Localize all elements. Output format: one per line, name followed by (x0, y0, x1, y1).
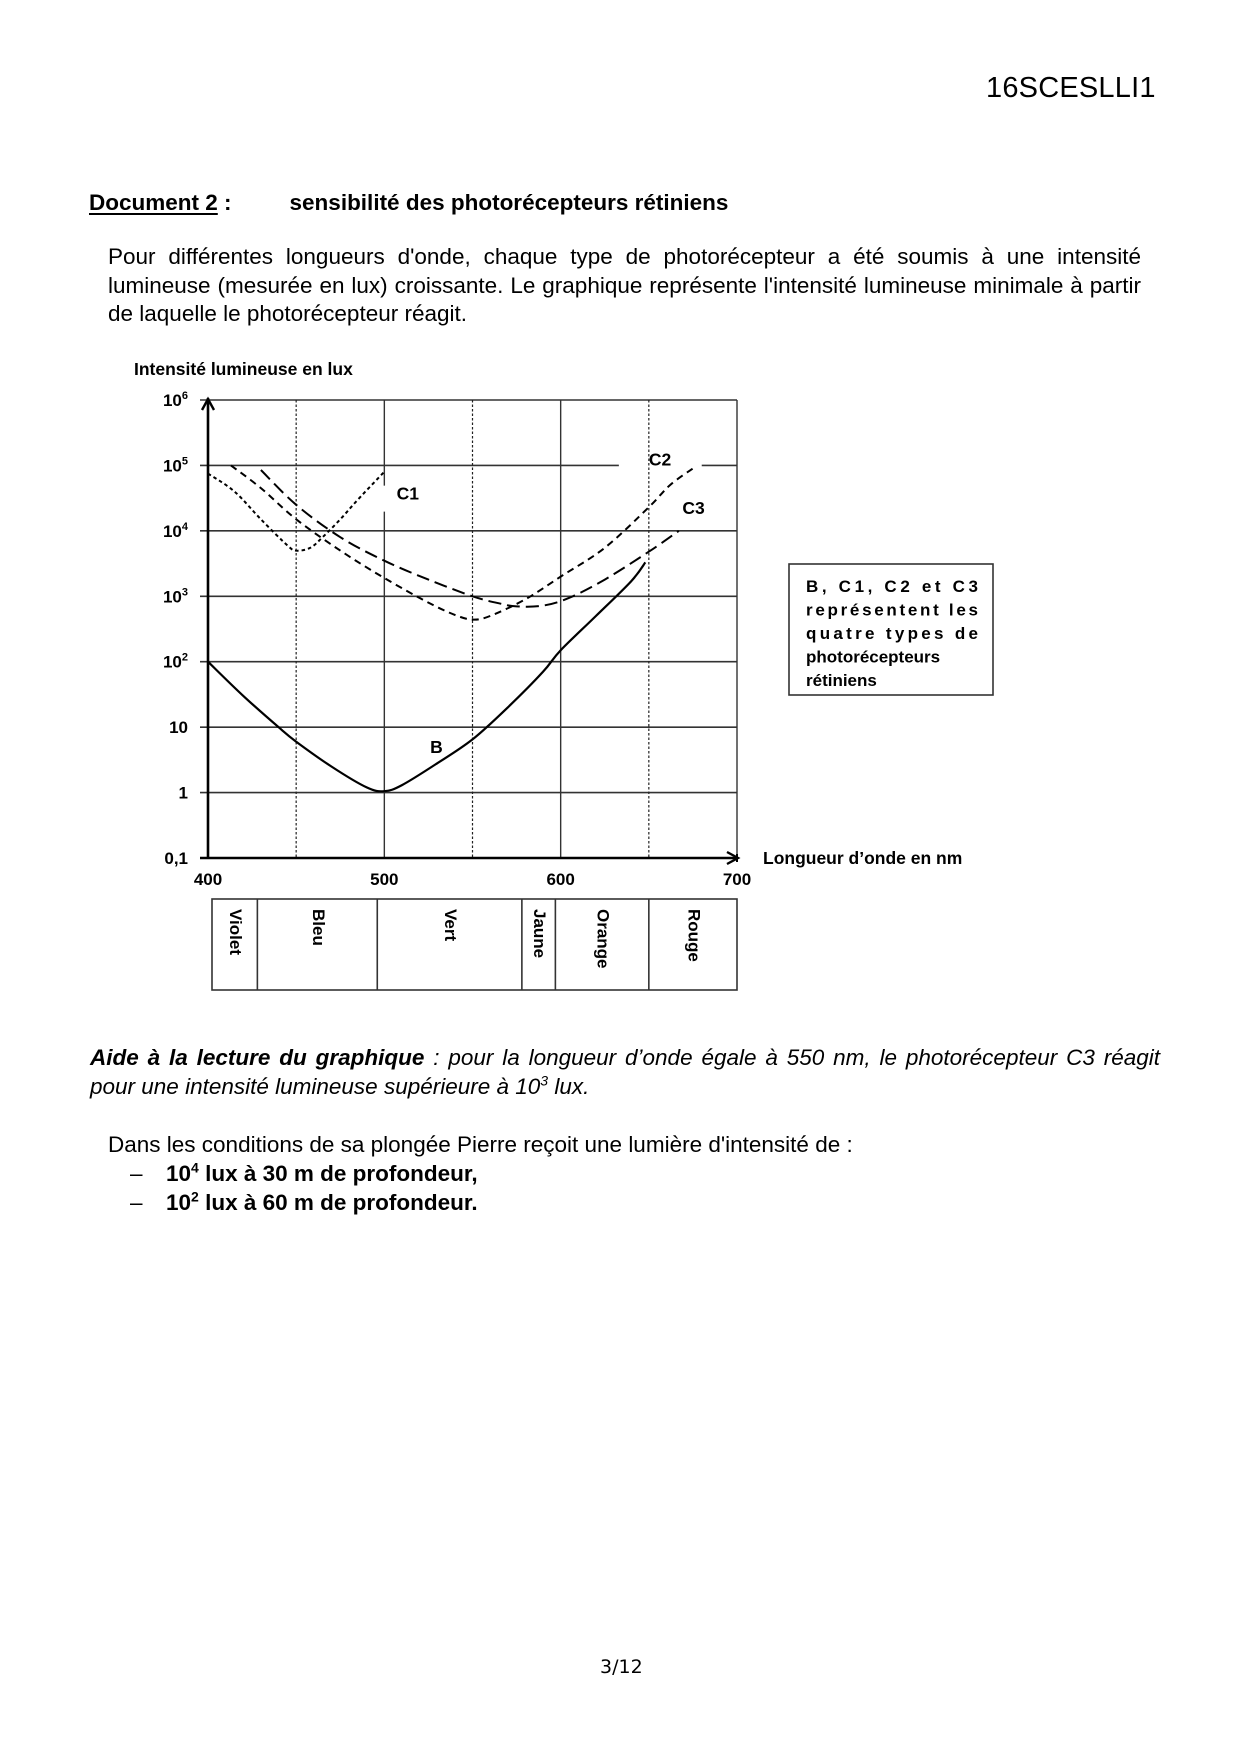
color-band-table (212, 899, 737, 990)
color-band-label: Bleu (308, 909, 328, 946)
x-tick-label: 400 (193, 870, 223, 889)
dive-conditions-list (108, 1159, 853, 1217)
y-tick-label: 0,1 (164, 849, 188, 868)
color-band-label: Rouge (684, 909, 704, 962)
legend-line: quatre types de (806, 624, 978, 643)
dive-conditions-intro: Dans les conditions de sa plongée Pierre reçoit une lumière d'intensité de : (108, 1132, 853, 1157)
y-tick-label: $10^6$ (162, 390, 188, 410)
legend-line: représentent les (806, 600, 978, 620)
intro-paragraph: Pour différentes longueurs d'onde, chaque type de photorécepteur a été soumis à une intensité lumineuse (mesurée en lux) croissante. Le graphique représente l'intensité lumineuse minimale à partir de laquelle le photorécepteur réagit. (108, 244, 1141, 326)
series-label-c3: C3 (682, 498, 705, 519)
intensity-base: 10 (166, 1161, 192, 1186)
list-item (108, 1188, 853, 1217)
color-band-label: Orange (593, 909, 613, 969)
legend-line: rétiniens (806, 671, 877, 690)
list-dash: – (130, 1161, 143, 1186)
y-tick-label: $10^5$ (162, 455, 188, 476)
y-axis-title: Intensité lumineuse en lux (134, 359, 353, 379)
y-tick-label: 10 (169, 718, 188, 738)
series-label-c2: C2 (648, 449, 672, 470)
x-tick-label: 700 (722, 870, 752, 889)
series-label-b: B (430, 737, 443, 758)
color-band-label: Violet (226, 909, 246, 955)
series-c3 (261, 470, 679, 607)
color-band-label: Jaune (530, 909, 550, 959)
y-tick-label: $10^3$ (162, 586, 188, 607)
legend-box (789, 564, 993, 695)
reading-help (90, 1043, 1160, 1101)
intensity-base: 10 (166, 1190, 192, 1215)
legend-line: B, C1, C2 et C3 (806, 577, 978, 596)
x-tick-label: 600 (546, 870, 575, 889)
dive-conditions (108, 1130, 853, 1217)
series-label-c1: C1 (396, 483, 420, 504)
series (208, 465, 693, 791)
y-tick-label: $10^4$ (162, 520, 188, 541)
series-c1 (208, 472, 384, 551)
x-axis-title: Longueur d’onde en nm (763, 848, 963, 868)
document-code: 16SCESLLI1 (986, 72, 1156, 104)
reading-help-label: Aide à la lecture du graphique (90, 1045, 425, 1070)
page-number: 3/12 (600, 1656, 643, 1678)
reading-help-exponent: 3 (540, 1072, 549, 1089)
x-tick-label: 500 (370, 870, 399, 889)
legend-line: photorécepteurs (806, 647, 941, 667)
document-label-colon: : (217, 190, 232, 215)
list-item (108, 1159, 853, 1188)
document-label: Document 2 (89, 190, 218, 215)
intensity-text: lux à 30 m de profondeur, (198, 1161, 478, 1186)
intensity-exponent: 4 (191, 1159, 199, 1176)
reading-help-text-end: lux. (548, 1074, 590, 1099)
intensity-text: lux à 60 m de profondeur. (198, 1190, 478, 1215)
intensity-exponent: 2 (191, 1188, 199, 1205)
color-band-frame (212, 899, 737, 990)
list-dash: – (130, 1190, 143, 1215)
reading-help-text: : pour la longueur d’onde égale à 550 nm, le photorécepteur C3 réagit pour une intensité lumineuse supérieure à 10 (90, 1045, 1160, 1099)
color-band-label: Vert (441, 909, 461, 942)
y-tick-label: 1 (178, 783, 188, 803)
y-tick-label: $10^2$ (162, 651, 188, 672)
document-title: sensibilité des photorécepteurs rétiniens (289, 190, 729, 215)
